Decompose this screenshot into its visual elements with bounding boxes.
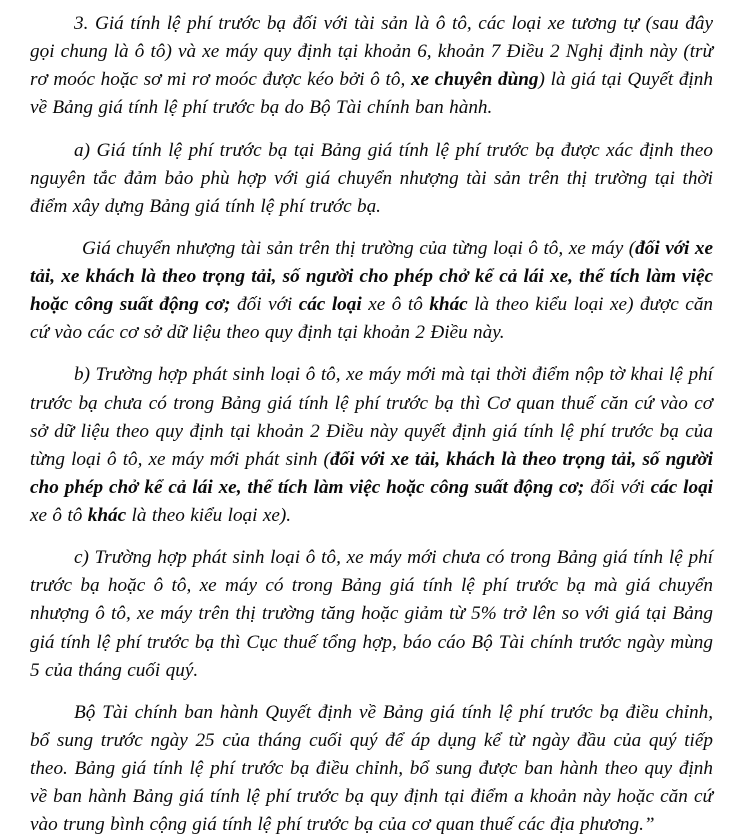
text-run: đối với xyxy=(237,294,299,316)
paragraph-para-gia-chuyen-nhuong xyxy=(30,235,713,348)
paragraph-para-3 xyxy=(30,10,713,123)
text-run: là theo kiểu loại xe) được căn cứ vào các cơ sở dữ liệu theo quy định tại khoản 2 Điều này. xyxy=(30,294,714,344)
text-run: Giá chuyển nhượng tài sản trên thị trường của từng loại ô tô, xe máy ( xyxy=(82,237,636,259)
text-run: 3. Giá tính lệ phí trước bạ đối với tài sản là ô tô, các loại xe tương tự (sau đây gọi chung là ô tô) và xe máy quy định tại khoản 6, khoản 7 Điều 2 Nghị định này (trừ rơ moóc hoặc sơ mi rơ moóc được kéo bởi ô tô, xyxy=(30,13,713,91)
text-run: là theo kiểu loại xe). xyxy=(126,505,292,526)
text-run: Bộ Tài chính ban hành Quyết định về Bảng giá tính lệ phí trước bạ điều chỉnh, bổ sung trước ngày 25 của tháng cuối quý để áp dụng kể từ ngày đầu của quý tiếp theo. Bảng giá tính lệ phí trước bạ điều chỉnh, bổ sung được ban hành theo quy định về ban hành Bảng giá tính lệ phí trước bạ quy định tại điểm a khoản này hoặc căn cứ vào trung bình cộng giá tính lệ phí trước bạ của cơ quan thuế các địa phương.” xyxy=(30,701,713,836)
document-body xyxy=(30,10,713,839)
text-run: c) Trường hợp phát sinh loại ô tô, xe máy mới chưa có trong Bảng giá tính lệ phí trước bạ hoặc ô tô, xe máy có trong Bảng giá tính lệ phí trước bạ mà giá chuyển nhượng ô tô, xe máy trên thị trường tăng hoặc giảm từ 5% trở lên so với giá tại Bảng giá tính lệ phí trước bạ thì Cục thuế tổng hợp, báo cáo Bộ Tài chính trước ngày mùng 5 của tháng cuối quý. xyxy=(30,547,713,681)
paragraph-para-c xyxy=(30,544,713,685)
paragraph-para-a xyxy=(30,137,713,221)
text-run: các loại xyxy=(298,294,362,316)
text-run: khác xyxy=(429,294,468,316)
text-run: xe ô tô xyxy=(361,294,430,316)
text-run: a) Giá tính lệ phí trước bạ tại Bảng giá tính lệ phí trước bạ được xác định theo nguyên tắc đảm bảo phù hợp với giá chuyển nhượng tài sản trên thị trường tại thời điểm xây dựng Bảng giá tính lệ phí trước bạ. xyxy=(30,139,713,217)
text-run: đối với xe tải, khách là theo trọng tải, số người cho phép chở kể cả lái xe, thể tích làm việc hoặc công suất động cơ; xyxy=(30,448,713,498)
text-run: đối với xyxy=(590,476,651,498)
text-run: ) là giá tại Quyết định về Bảng giá tính lệ phí trước bạ do Bộ Tài chính ban hành. xyxy=(30,69,713,119)
paragraph-para-bo-tai-chinh xyxy=(30,699,713,839)
text-run: xe ô tô xyxy=(30,505,88,526)
paragraph-para-b xyxy=(30,361,713,530)
text-run: khác xyxy=(87,505,127,526)
text-run: xe chuyên dùng xyxy=(410,69,539,91)
text-run: các loại xyxy=(650,476,714,498)
text-run: đối với xe tải, xe khách là theo trọng tải, số người cho phép chở kể cả lái xe, thể tích làm việc hoặc công suất động cơ; xyxy=(30,237,713,316)
text-run: b) Trường hợp phát sinh loại ô tô, xe máy mới mà tại thời điểm nộp tờ khai lệ phí trước bạ chưa có trong Bảng giá tính lệ phí trước bạ thì Cơ quan thuế căn cứ vào cơ sở dữ liệu theo quy định tại khoản 2 Điều này quyết định giá tính lệ phí trước bạ của từng loại ô tô, xe máy mới phát sinh ( xyxy=(30,364,713,470)
